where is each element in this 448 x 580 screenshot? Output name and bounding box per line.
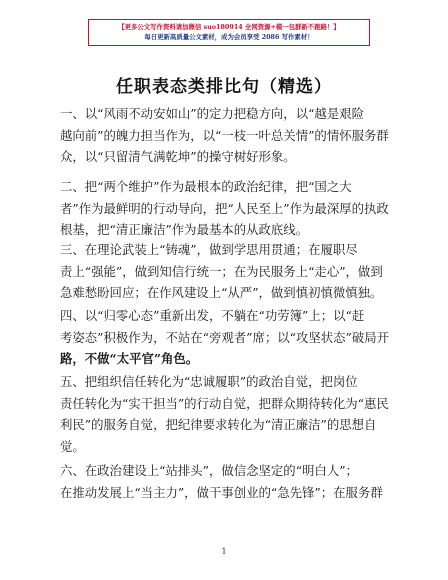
promo-banner — [88, 19, 370, 46]
paragraph-line: 五、把组织信任转化为“忠诚履职”的政治自觉，把岗位 — [60, 374, 358, 389]
paragraph-line: 责任转化为“实干担当”的行动自觉，把群众期待转化为“惠民 — [60, 395, 389, 411]
paragraph-6 — [60, 460, 390, 503]
paragraph-line: 四、以“归零心态”重新出发，不躺在“功劳簿”上；以“赶 — [60, 308, 365, 323]
paragraph-line: 一、以“风雨不动安如山”的定力把稳方向，以“越是艰险 — [60, 106, 364, 121]
document-title: 任职表态类排比句（精选） — [116, 77, 332, 97]
paragraph-line: 在推动发展上“当主力”，做干事创业的“急先锋”；在服务群 — [60, 484, 383, 500]
banner-line-2: 每日更新高质量公文素材，成为会员享受 2086 写作素材！ — [144, 33, 314, 41]
paragraph-line: 众，以“只留清气满乾坤”的操守树好形象。 — [60, 149, 296, 164]
paragraph-line: 考姿态”积极作为，不站在“旁观者”席；以“攻坚状态”破局开 — [60, 329, 390, 345]
paragraph-line: 六、在政治建设上“站排头”，做信念坚定的“明白人”； — [60, 463, 358, 478]
paragraph-line: 越向前”的魄力担当作为，以“一枝一叶总关情”的情怀服务群 — [60, 127, 389, 143]
paragraph-line: 者”作为最鲜明的行动导向，把“人民至上”作为最深厚的执政 — [60, 200, 389, 216]
paragraph-line-emphasis: 路，不做“太平官”角色。 — [60, 351, 199, 366]
paragraph-line: 根基，把“清正廉洁”作为最基本的从政底线。 — [60, 222, 309, 237]
paragraph-3 — [60, 239, 390, 304]
paragraph-line: 觉。 — [60, 438, 85, 454]
paragraph-2 — [60, 176, 390, 241]
paragraph-line: 急难愁盼回应；在作风建设上“从严”，做到慎初慎微慎独。 — [60, 285, 383, 300]
paragraph-line: 责上“强能”，做到知信行统一；在为民服务上“走心”，做到 — [60, 263, 383, 279]
page-number: 1 — [221, 547, 227, 556]
paragraph-line: 利民”的服务自觉，把纪律要求转化为“清正廉洁”的思想自 — [60, 417, 377, 432]
paragraph-line: 二、把“两个维护”作为最根本的政治纪律，把“国之大 — [60, 179, 352, 194]
paragraph-4 — [60, 305, 390, 370]
paragraph-line: 三、在理论武装上“铸魂”，做到学思用贯通；在履职尽 — [60, 242, 358, 257]
paragraph-5 — [60, 371, 390, 457]
banner-line-1: 【更多公文写作资料请加微信 suo180914 全网资源+模一包群新不跑路！】 — [118, 23, 340, 31]
paragraph-1 — [60, 103, 390, 168]
